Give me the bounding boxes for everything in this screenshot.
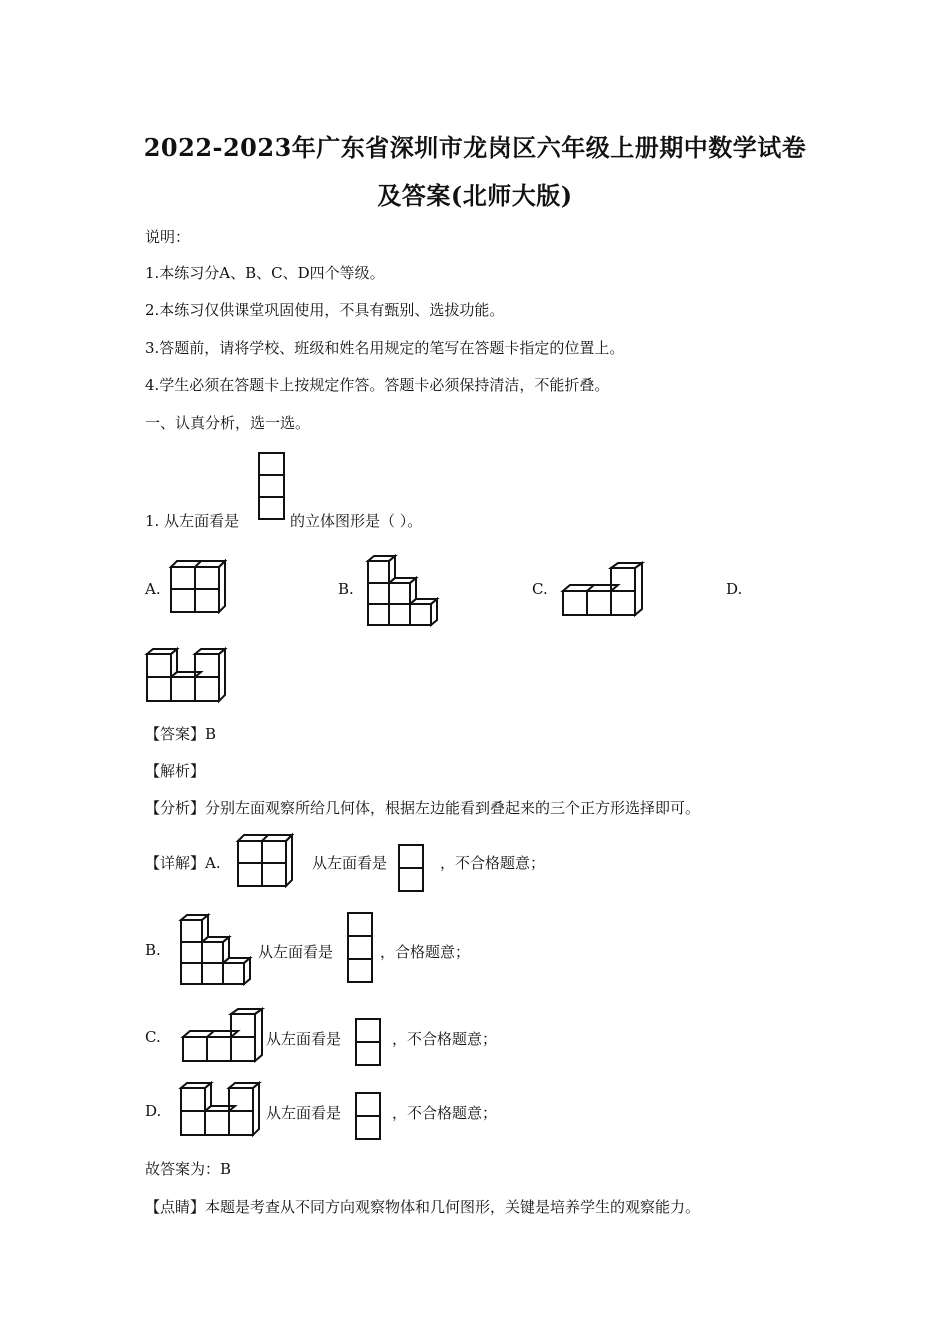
option-b-figure [367,555,443,627]
option-d-figure [146,648,232,704]
detail-c-left-view [355,1018,383,1068]
detail-b-end: ，合格题意； [380,943,471,961]
comment: 【点睛】本题是考查从不同方向观察物体和几何图形，关键是培养学生的观察能力。 [145,1198,701,1216]
analysis-heading: 【解析】 [145,762,206,780]
detail-a-end: ，不合格题意； [440,854,546,872]
option-a-figure [170,560,228,615]
detail-d-end: ，不合格题意； [392,1104,498,1122]
intro-item: 2.本练习仅供课堂巩固使用，不具有甄别、选拔功能。 [145,301,505,319]
document-title-line1: 2022-2023年广东省深圳市龙岗区六年级上册期中数学试卷 [143,133,807,162]
analysis-text: 【分析】分别左面观察所给几何体，根据左边能看到叠起来的三个正方形选择即可。 [145,799,701,817]
detail-c-end: ，不合格题意； [392,1030,498,1048]
option-c-label: C. [532,580,548,598]
question-suffix: 的立体图形是（ ）。 [290,512,423,530]
detail-d-figure [180,1082,266,1138]
option-a-label: A. [145,580,161,598]
detail-b-middle: 从左面看是 [258,943,334,961]
detail-d-middle: 从左面看是 [266,1104,342,1122]
detail-c-middle: 从左面看是 [266,1030,342,1048]
intro-item: 3.答题前，请将学校、班级和姓名用规定的笔写在答题卡指定的位置上。 [145,339,625,357]
detail-c-figure [182,1008,266,1064]
detail-a-label: 【详解】A. [145,854,221,872]
conclusion: 故答案为：B [145,1160,232,1178]
intro-heading: 说明： [145,228,191,246]
detail-d-left-view [355,1092,383,1142]
option-d-label: D. [726,580,743,598]
answer-line: 【答案】B [145,725,217,743]
detail-b-figure [180,914,256,986]
detail-a-middle: 从左面看是 [312,854,388,872]
detail-b-left-view [347,912,375,984]
document-title-line2: 及答案(北师大版) [377,181,573,210]
option-c-figure [562,562,646,618]
detail-a-figure [237,834,295,889]
detail-a-left-view [398,844,426,894]
intro-item: 1.本练习分A、B、C、D四个等级。 [145,264,385,282]
left-view-3-stack-figure [258,452,286,522]
section-heading: 一、认真分析，选一选。 [145,414,311,432]
intro-item: 4.学生必须在答题卡上按规定作答。答题卡必须保持清洁，不能折叠。 [145,376,610,394]
detail-b-label: B. [145,941,161,959]
question-prefix: 1. 从左面看是 [145,512,240,530]
detail-d-label: D. [145,1102,162,1120]
detail-c-label: C. [145,1028,161,1046]
option-b-label: B. [338,580,354,598]
